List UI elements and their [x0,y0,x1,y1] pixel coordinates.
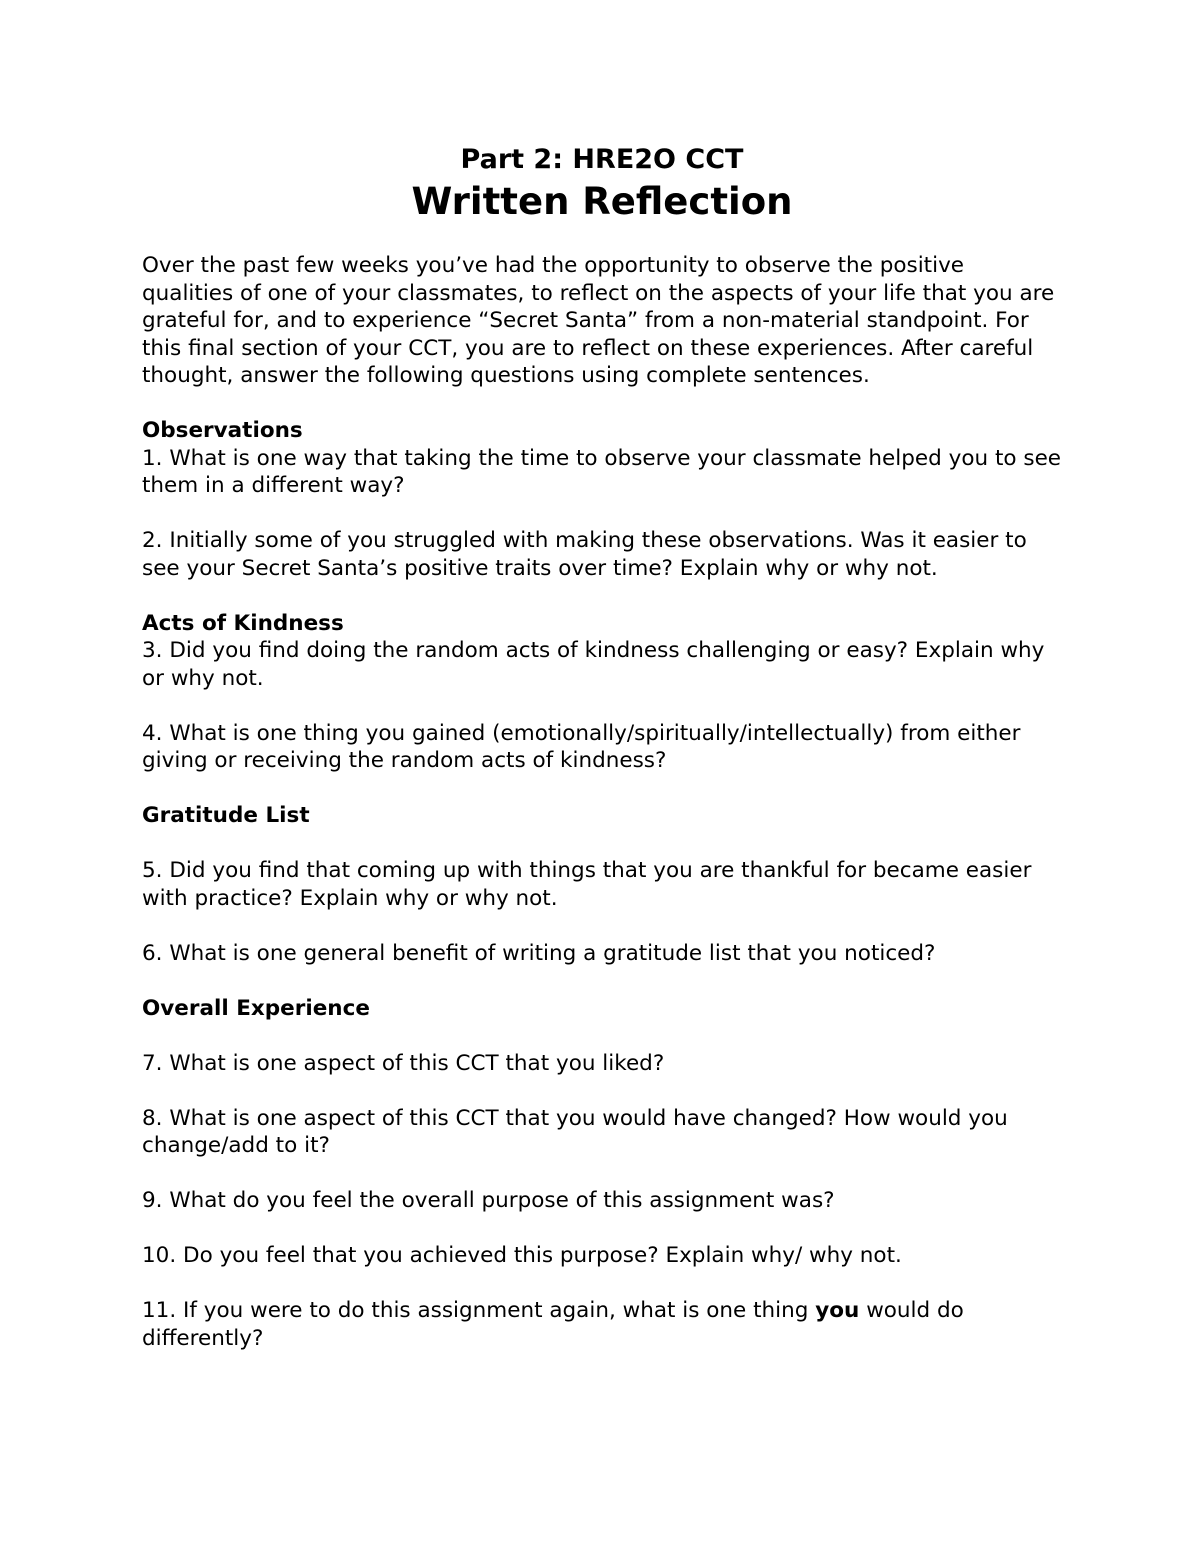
question-8: 8. What is one aspect of this CCT that you would have changed? How would you change/add to it? [142,1105,1008,1158]
course-code: HRE2O CCT [563,144,744,175]
section-title-kindness: Acts of Kindness [142,610,344,636]
question-7: 7. What is one aspect of this CCT that you liked? [142,1050,665,1076]
question-11-emphasis: you [815,1298,860,1323]
part-label: Part 2: [460,144,564,175]
question-11-start: 11. If you were to do this assignment again, what is one thing [142,1298,816,1323]
question-4: 4. What is one thing you gained (emotionally/spiritually/intellectually) from either giving or receiving the random acts of kindness? [142,720,1021,773]
question-2: 2. Initially some of you struggled with making these observations. Was it easier to see your Secret Santa’s positive traits over time? Explain why or why not. [142,528,1027,581]
section-title-observations: Observations [142,418,303,443]
section-title-overall: Overall Experience [142,995,370,1021]
section-title-gratitude: Gratitude List [142,803,310,828]
question-10: 10. Do you feel that you achieved this purpose? Explain why/ why not. [142,1243,902,1268]
question-9: 9. What do you feel the overall purpose of this assignment was? [142,1188,835,1213]
intro-paragraph: Over the past few weeks you’ve had the opportunity to observe the positive qualities of one of your classmates, to reflect on the aspects of your life that you are grateful for, and to experience “Secret Santa” from a non-material standpoint. For this final section of your CCT, you are to reflect on these experiences. After careful thought, answer the following questions using complete sentences. [142,253,1055,388]
question-6: 6. What is one general benefit of writing a gratitude list that you noticed? [142,940,936,966]
question-1: 1. What is one way that taking the time to observe your classmate helped you to see them in a different way? [142,445,1062,498]
question-5: 5. Did you find that coming up with things that you are thankful for became easier with practice? Explain why or why not. [142,858,1032,911]
question-11-end: would do differently? [142,1298,964,1351]
question-3: 3. Did you find doing the random acts of kindness challenging or easy? Explain why or why not. [142,638,1045,691]
document-title: Written Reflection [411,180,793,223]
document-page [142,140,1062,1352]
document-subtitle [142,140,1062,180]
question-11 [142,1297,1062,1352]
